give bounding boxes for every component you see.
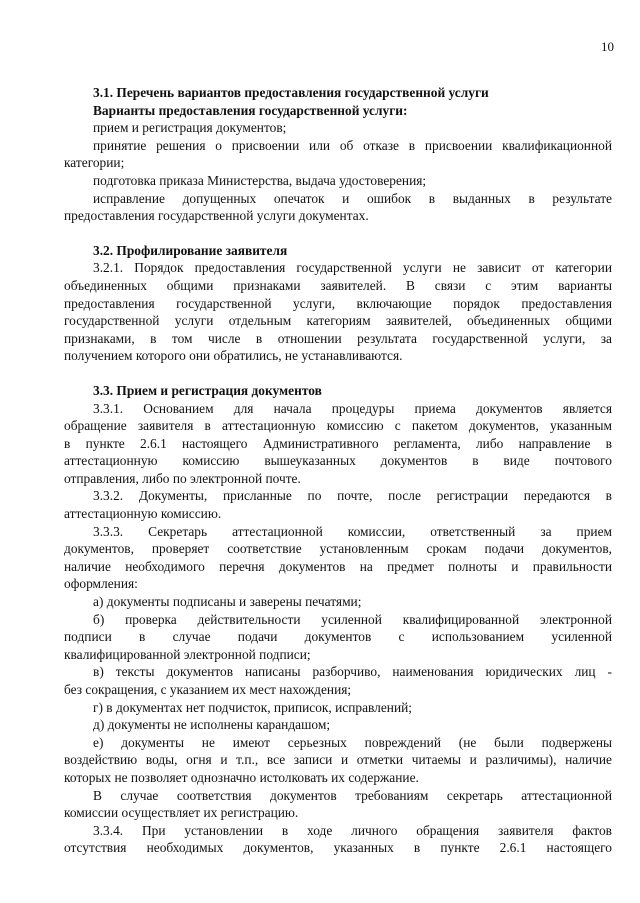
document-body	[64, 84, 612, 857]
text-line: прием и регистрация документов;	[93, 120, 287, 136]
text-line: признаками, в том числе в отношении результата государственной услуги, за	[64, 330, 612, 346]
text-line: обращение заявителя в аттестационную комиссию с пакетом документов, указанным	[64, 418, 612, 434]
text-line: 3.2.1. Порядок предоставления государственной услуги не зависит от категории	[93, 260, 612, 276]
text-line: государственной услуги отдельным категориям заявителей, объединенных общими	[64, 313, 612, 329]
section-heading: 3.1. Перечень вариантов предоставления государственной услуги	[93, 85, 489, 100]
paragraph-gap	[64, 365, 612, 382]
text-line: предоставления государственной услуги документах.	[64, 208, 369, 224]
text-line: а) документы подписаны и заверены печатями;	[93, 594, 362, 610]
text-line: подготовка приказа Министерства, выдача удостоверения;	[93, 172, 427, 188]
page-number: 10	[601, 39, 614, 54]
text-line: категории;	[64, 155, 125, 171]
text-line: исправление допущенных опечаток и ошибок в выданных в результате	[93, 190, 612, 206]
text-line: воздействию воды, огня и т.п., все записи и отметки читаемы и различимы), наличие	[64, 752, 612, 768]
text-line: документов, проверяет соответствие установленным срокам подачи документов,	[64, 541, 612, 557]
text-line: в) тексты документов написаны разборчиво, наименования юридических лиц -	[93, 664, 612, 680]
text-line: получением которого они обратились, не устанавливаются.	[64, 348, 403, 364]
text-line: принятие решения о присвоении или об отказе в присвоении квалификационной	[93, 137, 612, 153]
section-heading: 3.3. Прием и регистрация документов	[93, 382, 322, 398]
section-heading: Варианты предоставления государственной услуги:	[93, 102, 408, 118]
text-line: 3.3.2. Документы, присланные по почте, после регистрации передаются в	[93, 488, 612, 504]
text-line: в пункте 2.6.1 настоящего Административного регламента, либо направление в	[64, 435, 612, 451]
text-line: 3.3.4. При установлении в ходе личного обращения заявителя фактов	[93, 822, 612, 838]
text-line: подписи в случае подачи документов с использованием усиленной	[64, 629, 612, 645]
text-line: предоставления государственной услуги, включающие порядок предоставления	[64, 295, 612, 311]
paragraph-gap	[64, 225, 612, 242]
text-line: объединенных общими признаками заявителей. В связи с этим варианты	[64, 277, 612, 293]
section-heading: 3.2. Профилирование заявителя	[93, 242, 288, 258]
text-line: 3.3.1. Основанием для начала процедуры приема документов является	[93, 400, 612, 416]
text-line: В случае соответствия документов требованиям секретарь аттестационной	[93, 787, 612, 803]
text-line: наличие необходимого перечня документов на предмет полноты и правильности	[64, 558, 612, 574]
text-line: аттестационную комиссию вышеуказанных документов в виде почтового	[64, 453, 612, 469]
text-line: отправления, либо по электронной почте.	[64, 470, 301, 486]
text-line: е) документы не имеют серьезных повреждений (не были подвержены	[93, 734, 612, 750]
text-line: г) в документах нет подчисток, приписок, исправлений;	[93, 699, 413, 715]
text-line: квалифицированной электронной подписи;	[64, 646, 311, 662]
text-line: б) проверка действительности усиленной квалифицированной электронной	[93, 611, 612, 627]
text-line: без сокращения, с указанием их мест нахождения;	[64, 682, 352, 697]
text-line: аттестационную комиссию.	[64, 506, 222, 522]
text-line: оформления:	[64, 576, 138, 592]
text-line: отсутствия необходимых документов, указанных в пункте 2.6.1 настоящего	[64, 840, 612, 856]
text-line: д) документы не исполнены карандашом;	[93, 717, 331, 733]
text-line: комиссии осуществляет их регистрацию.	[64, 805, 299, 821]
text-line: которых не позволяет однозначно истолковать их содержание.	[64, 769, 419, 785]
text-line: 3.3.3. Секретарь аттестационной комиссии, ответственный за прием	[93, 523, 612, 539]
